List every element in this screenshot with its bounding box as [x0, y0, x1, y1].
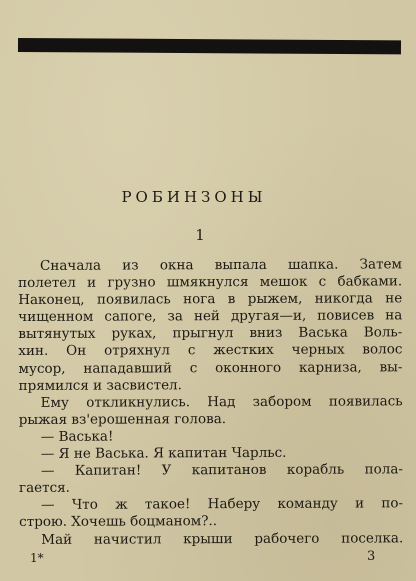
text-line: рыжая вз'ерошенная голова. [18, 410, 227, 428]
text-line: прямился и засвистел. [18, 376, 182, 394]
story-text [18, 256, 403, 548]
story-title: РОБИНЗОНЫ [121, 188, 267, 206]
text-line: — Я не Васька. Я капитан Чарльс. [40, 444, 287, 462]
text-line: — Васька! [40, 428, 114, 445]
text-line: Ему откликнулись. Над забором появилась [40, 393, 403, 411]
text-line: полетел и грузно шмякнулся мешок с бабками. [18, 273, 403, 292]
chapter-number: 1 [195, 226, 205, 244]
text-line: гается. [18, 479, 70, 497]
text-line: хин. Он отряхнул с жестких черных волос [18, 341, 403, 360]
signature-mark: 1* [30, 551, 44, 565]
text-line: вытянутых руках, прыгнул вниз Васька Воль- [18, 324, 403, 343]
text-line: мусор, нападавший с оконного карниза, вы- [18, 358, 403, 377]
text-line: Сначала из окна выпала шапка. Затем [39, 256, 403, 274]
top-black-rule [18, 38, 401, 54]
text-line: — Капитан! У капитанов корабль пола- [40, 461, 403, 480]
text-line: строю. Хочешь боцманом?.. [19, 513, 218, 531]
text-line: Наконец, появилась нога в рыжем, никогда не [18, 290, 403, 309]
text-line: — Что ж такое! Наберу команду и по- [41, 495, 404, 514]
text-line: Май начистил крыши рабочего поселка. [41, 529, 404, 548]
text-line: чищенном сапоге, за ней другая—и, повисев на [18, 307, 403, 326]
page-number: 3 [367, 549, 376, 564]
